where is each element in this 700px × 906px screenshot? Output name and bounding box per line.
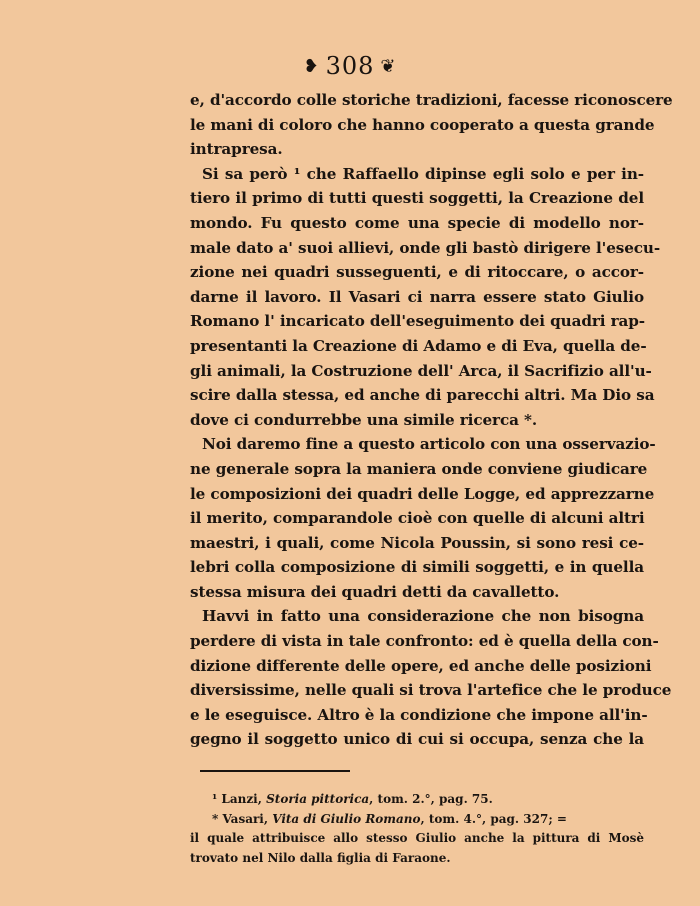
footnote-2-end: trovato nel Nilo dalla figlia di Faraone. [190,850,451,865]
text-line: il merito, comparandole cioè con quelle di alcuni altri [190,509,645,528]
text-line: ne generale sopra la maniera onde conviene giudicare [190,459,648,478]
footnote-1-prefix: ¹ Lanzi, [212,792,267,806]
body-text [190,88,673,752]
ornament-left-icon: ❥ [303,56,320,77]
text-line: maestri, i quali, come Nicola Poussin, si sono resi ce- [190,533,644,552]
text-line: stessa misura dei quadri detti da cavalletto. [190,582,560,601]
footnote-1 [190,790,644,810]
text-line: gegno il soggetto unico di cui si occupa, senza che la [190,730,644,749]
footnote-2-prefix: * Vasari, [212,811,273,826]
text-line: Havvi in fatto una considerazione che non bisogna [202,607,644,626]
text-line: presentanti la Creazione di Adamo e di Eva, quella de- [190,336,647,355]
text-line: le composizioni dei quadri delle Logge, ed apprezzarne [190,484,655,503]
text-line: le mani di coloro che hanno cooperato a questa grande [190,115,655,134]
text-line: e, d'accordo colle storiche tradizioni, facesse riconoscere [190,91,673,109]
footnote-2-title: Vita di Giulio Romano [272,811,421,826]
text-line: dove ci condurrebbe una simile ricerca *. [190,410,538,429]
ornament-right-icon: ❦ [380,56,397,77]
text-line: intrapresa. [190,140,283,159]
text-line: zione nei quadri susseguenti, e di ritoccare, o accor- [190,263,644,282]
text-line: tiero il primo di tutti questi soggetti, la Creazione del [190,189,644,208]
text-line: Si sa però ¹ che Raffaello dipinse egli solo e per in- [202,164,644,183]
text-line: darne il lavoro. Il Vasari ci narra essere stato Giulio [190,287,644,306]
text-line: male dato a' suoi allievi, onde gli bastò dirigere l'esecu- [190,238,661,257]
footnotes [190,790,644,868]
text-line: Romano l' incaricato dell'eseguimento dei quadri rap- [190,312,645,331]
text-line: gli animali, la Costruzione dell' Arca, il Sacrifizio all'u- [190,361,652,380]
text-line: e le eseguisce. Altro è la condizione che impone all'in- [190,705,648,724]
footnote-2-suffix: , tom. 4.°, pag. 327; = [420,811,567,826]
text-line: diversissime, nelle quali si trova l'artefice che le produce [190,681,672,700]
footnote-1-suffix: , tom. 2.°, pag. 75. [369,792,493,806]
footnote-2-continuation: il quale attribuisce allo stesso Giulio anche la pittura di Mosè [190,831,644,845]
text-line: lebri colla composizione di simili soggetti, e in quella [190,558,644,577]
page-number: 308 [325,52,375,80]
text-line: mondo. Fu questo come una specie di modello nor- [190,213,644,232]
text-line: Noi daremo fine a questo articolo con una osservazio- [202,435,656,454]
footnote-2 [190,810,644,830]
footnote-separator [200,770,350,772]
text-line: dizione differente delle opere, ed anche delle posizioni [190,656,652,675]
text-line: perdere di vista in tale confronto: ed è quella della con- [190,632,659,651]
text-line: scire dalla stessa, ed anche di parecchi altri. Ma Dio sa [190,386,655,405]
page-header [0,52,700,80]
footnote-1-title: Storia pittorica [266,792,370,806]
